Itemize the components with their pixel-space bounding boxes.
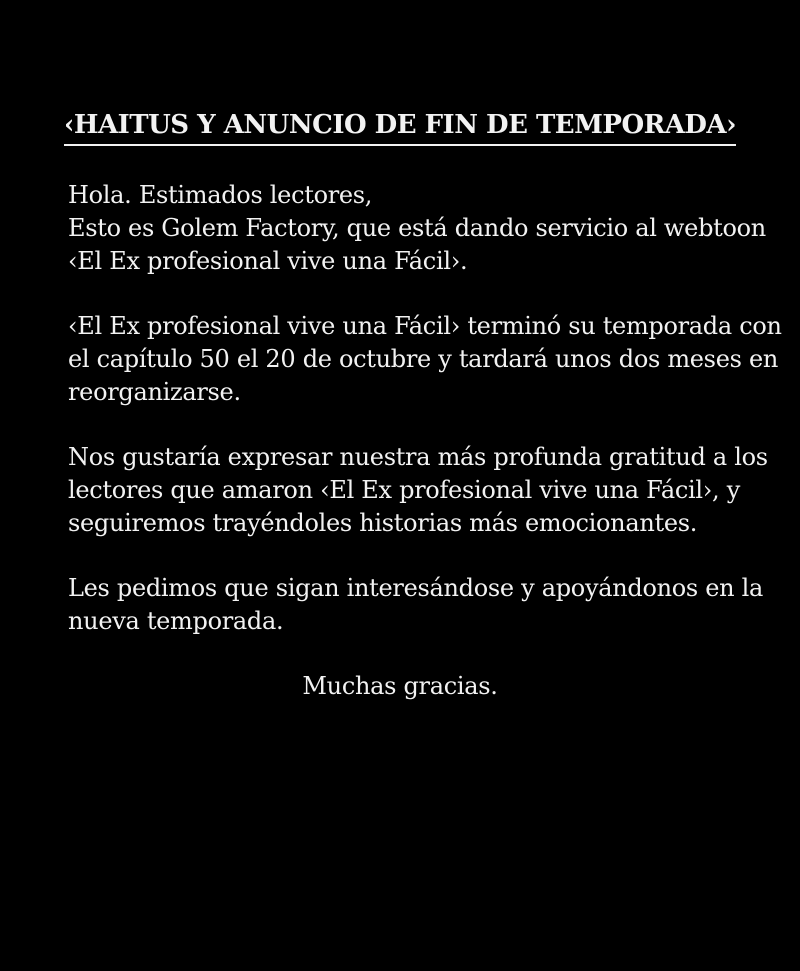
paragraph-line: Les pedimos que sigan interesándose y apoyándonos en la — [68, 574, 764, 602]
paragraph-season-end — [68, 310, 782, 409]
announcement-title: ‹HAITUS Y ANUNCIO DE FIN DE TEMPORADA› — [64, 109, 736, 146]
paragraph-gratitude — [68, 441, 768, 540]
announcement-body — [68, 179, 782, 703]
paragraph-line: Hola. Estimados lectores, — [68, 181, 373, 209]
paragraph-line: lectores que amaron ‹El Ex profesional vive una Fácil›, y — [68, 476, 740, 504]
paragraph-line: Nos gustaría expresar nuestra más profunda gratitud a los — [68, 443, 768, 471]
paragraph-line: ‹El Ex profesional vive una Fácil›. — [68, 247, 468, 275]
paragraph-request — [68, 572, 764, 638]
announcement-title-wrap — [0, 109, 800, 146]
closing-text: Muchas gracias. — [302, 672, 498, 700]
paragraph-line: reorganizarse. — [68, 378, 241, 406]
paragraph-line: nueva temporada. — [68, 607, 284, 635]
paragraph-line: ‹El Ex profesional vive una Fácil› terminó su temporada con — [68, 312, 782, 340]
paragraph-line: el capítulo 50 el 20 de octubre y tardará unos dos meses en — [68, 345, 778, 373]
paragraph-line: seguiremos trayéndoles historias más emocionantes. — [68, 509, 698, 537]
paragraph-line: Esto es Golem Factory, que está dando servicio al webtoon — [68, 214, 766, 242]
paragraph-greeting — [68, 179, 766, 278]
